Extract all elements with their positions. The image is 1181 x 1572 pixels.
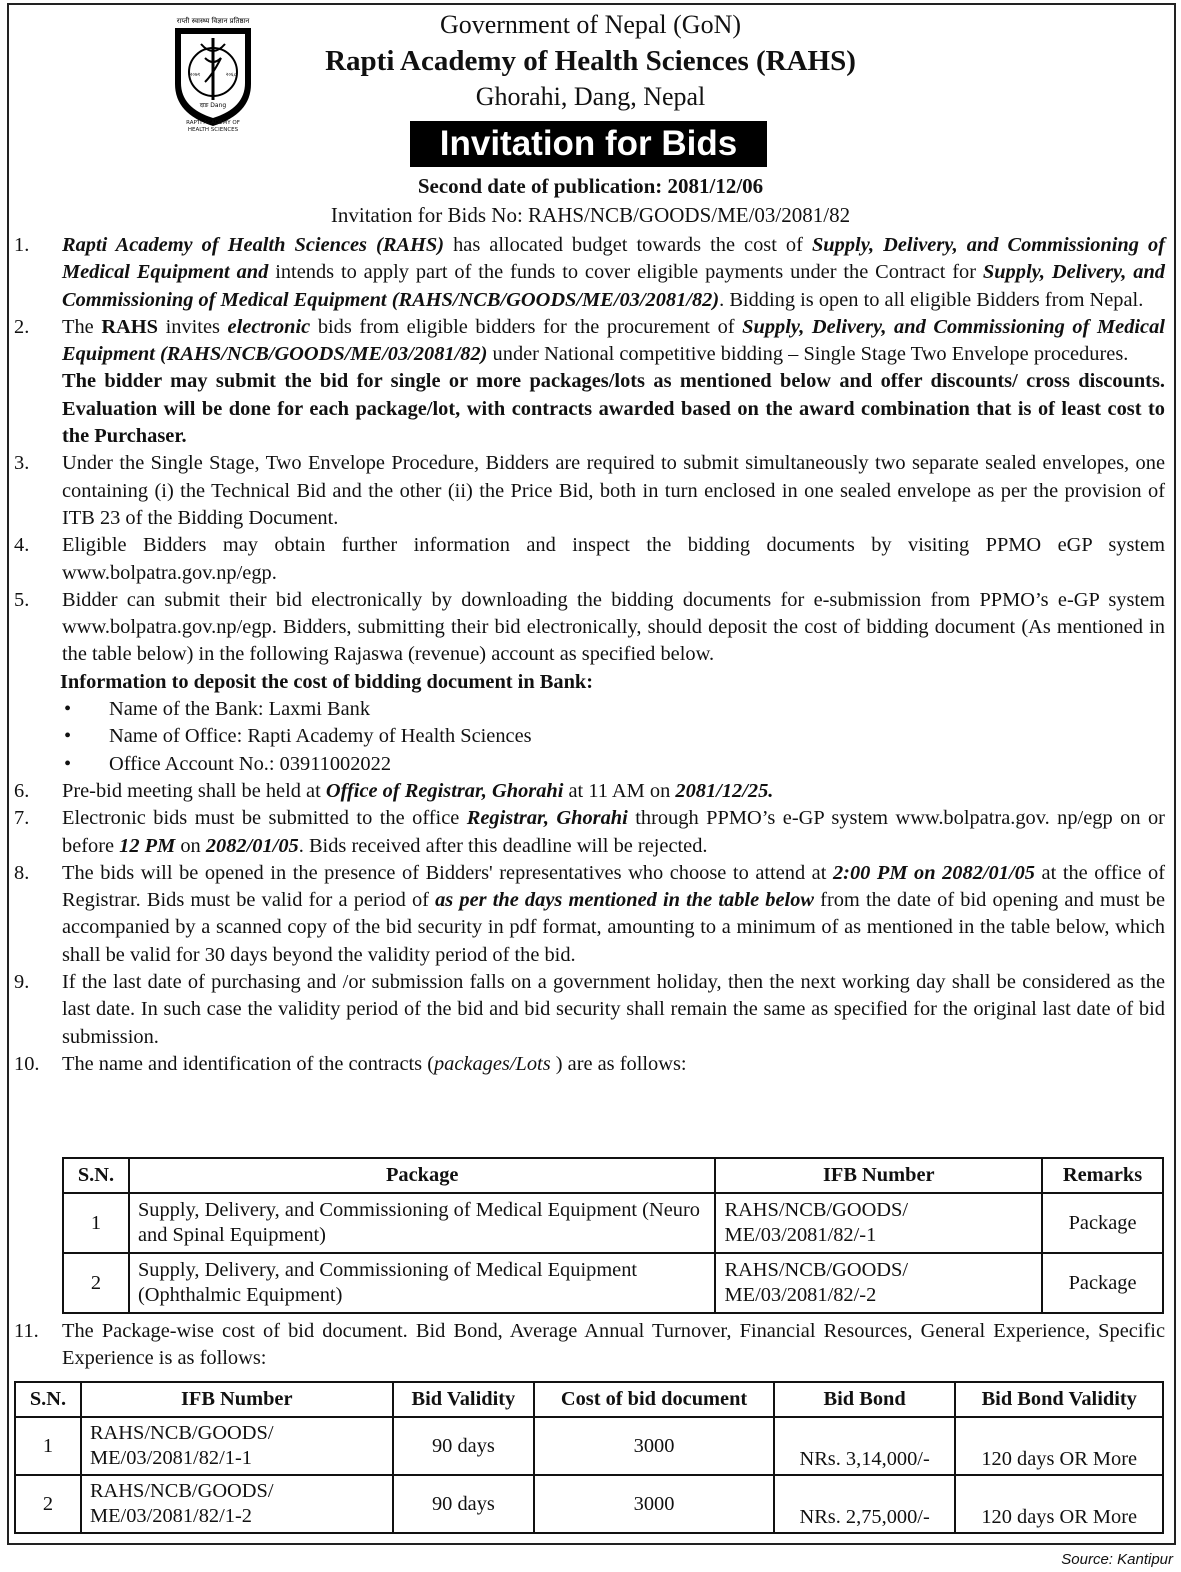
- clause-1: [14, 232, 1165, 314]
- clause-10-text-a: The name and identification of the contracts (: [62, 1052, 434, 1075]
- clause-11: [14, 1318, 1165, 1373]
- cell-bond: NRs. 3,14,000/-: [774, 1417, 956, 1475]
- clause-7: [14, 805, 1165, 860]
- cell-ifb: [715, 1193, 1042, 1253]
- col-bid-bond: Bid Bond: [774, 1382, 956, 1417]
- clause-number: 2.: [14, 315, 30, 338]
- clause-2: [14, 314, 1165, 369]
- ifb-line2: ME/03/2081/82/1-2: [89, 1505, 252, 1527]
- ifb-line2: ME/03/2081/82/-2: [724, 1284, 877, 1306]
- publication-date: Second date of publication: 2081/12/06: [417, 174, 764, 198]
- logo-place: दाङ Dang: [199, 102, 227, 109]
- col-package: Package: [129, 1158, 716, 1193]
- clause-6-text-a: Pre-bid meeting shall be held at: [62, 779, 326, 802]
- col-cost: Cost of bid document: [534, 1382, 773, 1417]
- cell-ifb: [81, 1475, 393, 1533]
- ifb-line1: RAHS/NCB/GOODS/: [724, 1199, 909, 1221]
- clause-7-text-c: through PPMO’s e-GP system www.bolpatra.gov. np/egp on or before: [62, 807, 1165, 857]
- clause-number: 9.: [14, 971, 30, 994]
- clause-2-contract: Supply, Delivery, and Commissioning of Medical Equipment (RAHS/NCB/GOODS/ME/03/2081/82): [62, 315, 1165, 366]
- logo-text-top: राप्ती स्वास्थ्य विज्ञान प्रतिष्ठान: [176, 17, 250, 25]
- account-number: • Office Account No.: 03911002022: [109, 751, 1165, 778]
- clause-2-electronic: electronic: [227, 315, 311, 338]
- clause-7-text-e: on: [175, 834, 206, 857]
- clause-6-text-c: at 11 AM on: [563, 779, 676, 802]
- clause-1-contract: Supply, Delivery, and Commissioning of Medical Equipment (RAHS/NCB/GOODS/ME/03/2081/82): [62, 261, 1165, 311]
- opening-datetime: 2:00 PM on 2082/01/05: [832, 861, 1035, 884]
- clause-number: 5.: [14, 588, 30, 611]
- cell-cost: 3000: [534, 1417, 773, 1475]
- col-remarks: Remarks: [1042, 1158, 1163, 1193]
- col-ifb-number: IFB Number: [81, 1382, 393, 1417]
- clause-8: [14, 860, 1165, 969]
- submission-date: 2082/01/05: [205, 834, 299, 857]
- col-bond-validity: Bid Bond Validity: [955, 1382, 1163, 1417]
- clause-2-text-e: bids from eligible bidders for the procurement of: [310, 315, 743, 338]
- clause-number: 4.: [14, 534, 30, 557]
- clause-number: 8.: [14, 861, 30, 884]
- col-sn: S.N.: [15, 1382, 81, 1417]
- clause-10-packages: packages/Lots: [433, 1052, 551, 1075]
- table-row: [15, 1417, 1163, 1475]
- bank-info-heading: Information to deposit the cost of bidding document in Bank:: [60, 670, 594, 693]
- clause-5-text: Bidder can submit their bid electronically by downloading the bidding documents for e-submission from PPMO’s e-GP system www.bolpatra.gov.np/egp. Bidders, submitting their bid electronically, should deposit the cost of bidding document (As mentioned in the table below) in the following Rajaswa (revenue) account as specified below.: [62, 588, 1165, 666]
- clause-1-text-d: intends to apply part of the funds to cover eligible payments under the Contract for: [268, 261, 983, 284]
- office-name: • Name of Office: Rapti Academy of Health Sciences: [109, 723, 1165, 750]
- packages-table: [62, 1157, 1164, 1314]
- clause-2-bold-note: The bidder may submit the bid for single or more packages/lots as mentioned below and offer discounts/ cross discounts. Evaluation will be done for each package/lot, with contracts awarded based on the award combination that is of least cost to the Purchaser.: [62, 370, 1165, 448]
- clause-7-text-a: Electronic bids must be submitted to the office: [62, 807, 467, 830]
- cell-sn: 2: [15, 1475, 81, 1533]
- clause-10-text-c: ) are as follows:: [550, 1052, 687, 1075]
- clause-10: [14, 1051, 1165, 1078]
- clause-1-org: Rapti Academy of Health Sciences (RAHS): [62, 234, 445, 256]
- clause-3-text: Under the Single Stage, Two Envelope Procedure, Bidders are required to submit simultaneously two separate sealed envelopes, one containing (i) the Technical Bid and the other (ii) the Price Bid, both in turn enclosed in one sealed envelope as per the provision of ITB 23 of the Bidding Document.: [62, 452, 1165, 529]
- prebid-location: Office of Registrar, Ghorahi: [325, 779, 564, 802]
- clause-11-text: The Package-wise cost of bid document. Bid Bond, Average Annual Turnover, Financial Resources, General Experience, Specific Experience is as follows:: [62, 1320, 1165, 1370]
- notice-body-2: [14, 1318, 1165, 1373]
- organization-address: Ghorahi, Dang, Nepal: [475, 82, 706, 111]
- ifb-line2: ME/03/2081/82/-1: [724, 1224, 877, 1246]
- ifb-number: Invitation for Bids No: RAHS/NCB/GOODS/ME/03/2081/82: [330, 203, 851, 227]
- cell-package: Supply, Delivery, and Commissioning of Medical Equipment (Ophthalmic Equipment): [129, 1253, 716, 1313]
- cell-bond-validity: 120 days OR More: [955, 1475, 1163, 1533]
- clause-1-text-b: has allocated budget towards the cost of: [444, 234, 812, 256]
- cell-sn: 1: [63, 1193, 129, 1253]
- col-sn: S.N.: [63, 1158, 129, 1193]
- cell-remarks: Package: [1042, 1253, 1163, 1313]
- clause-2-text-c: invites: [157, 315, 228, 338]
- source-credit: Source: Kantipur: [1061, 1551, 1173, 1568]
- table-row: [63, 1193, 1163, 1253]
- government-title: Government of Nepal (GoN): [439, 10, 742, 39]
- clause-3: [14, 450, 1165, 532]
- bank-name: • Name of the Bank: Laxmi Bank: [109, 696, 1165, 723]
- clause-number: 11.: [14, 1320, 39, 1342]
- clause-7-text-g: . Bids received after this deadline will be rejected.: [298, 834, 708, 857]
- prebid-date: 2081/12/25.: [675, 779, 774, 802]
- clause-8-text-e: from the date of bid opening and must be accompanied by a scanned copy of the bid security in pdf format, amounting to a minimum of as mentioned in the table below, which shall be valid for 30 days beyond the validity period of the bid.: [62, 889, 1165, 966]
- clause-4: [14, 532, 1165, 587]
- validity-reference: as per the days mentioned in the table below: [435, 889, 814, 912]
- cell-bond-validity: 120 days OR More: [955, 1417, 1163, 1475]
- clause-1-text-f: . Bidding is open to all eligible Bidders from Nepal.: [719, 288, 1144, 311]
- col-bid-validity: Bid Validity: [393, 1382, 535, 1417]
- bid-cost-table: [14, 1381, 1164, 1534]
- clause-2-text-g: under National competitive bidding – Single Stage Two Envelope procedures.: [487, 343, 1129, 366]
- clause-9-text: If the last date of purchasing and /or submission falls on a government holiday, then the next working day shall be considered as the last date. In such case the validity period of the bid and bid security shall remain the same as specified for the original last date of bid submission.: [62, 971, 1165, 1048]
- organization-title: Rapti Academy of Health Sciences (RAHS): [325, 45, 856, 77]
- logo-year-left: २०७१: [189, 72, 201, 78]
- clause-5: [14, 587, 1165, 669]
- invitation-banner: Invitation for Bids: [410, 121, 767, 167]
- clause-2-text-a: The: [62, 315, 102, 338]
- clause-number: 3.: [14, 452, 30, 475]
- cell-package: Supply, Delivery, and Commissioning of Medical Equipment (Neuro and Spinal Equipment): [129, 1193, 716, 1253]
- clause-6: [14, 778, 1165, 805]
- clause-1-scope: Supply, Delivery, and Commissioning of Medical Equipment and: [62, 234, 1165, 284]
- clause-8-text-a: The bids will be opened in the presence of Bidders' representatives who choose to attend at: [62, 861, 833, 884]
- ifb-line1: RAHS/NCB/GOODS/: [89, 1422, 274, 1444]
- cell-bond: NRs. 2,75,000/-: [774, 1475, 956, 1533]
- table-row: [63, 1253, 1163, 1313]
- submission-time: 12 PM: [119, 834, 176, 857]
- clause-4-text: Eligible Bidders may obtain further information and inspect the bidding documents by visiting PPMO eGP system www.bolpatra.gov.np/egp.: [62, 534, 1165, 584]
- clause-2-rahs: RAHS: [101, 315, 158, 338]
- cell-ifb: [715, 1253, 1042, 1313]
- cell-validity: 90 days: [393, 1475, 535, 1533]
- submission-office: Registrar, Ghorahi: [466, 807, 628, 830]
- bank-info-list: [14, 696, 1165, 778]
- logo-year-right: २०६८: [225, 72, 237, 78]
- clause-number: 1.: [14, 234, 30, 256]
- notice-body: [14, 232, 1165, 1078]
- cell-cost: 3000: [534, 1475, 773, 1533]
- table-row: [15, 1475, 1163, 1533]
- cell-sn: 1: [15, 1417, 81, 1475]
- clause-8-text-c: at the office of Registrar. Bids must be valid for a period of: [62, 861, 1165, 912]
- cell-ifb: [81, 1417, 393, 1475]
- clause-9: [14, 969, 1165, 1051]
- clause-number: 6.: [14, 779, 30, 802]
- col-ifb-number: IFB Number: [715, 1158, 1042, 1193]
- cell-remarks: Package: [1042, 1193, 1163, 1253]
- clause-number: 7.: [14, 807, 30, 830]
- cell-validity: 90 days: [393, 1417, 535, 1475]
- logo-caption: RAPTI ACADEMY OF HEALTH SCIENCES: [186, 120, 240, 133]
- ifb-line1: RAHS/NCB/GOODS/: [89, 1480, 274, 1502]
- ifb-line2: ME/03/2081/82/1-1: [89, 1447, 252, 1469]
- ifb-line1: RAHS/NCB/GOODS/: [724, 1259, 909, 1281]
- clause-number: 10.: [14, 1052, 40, 1075]
- cell-sn: 2: [63, 1253, 129, 1313]
